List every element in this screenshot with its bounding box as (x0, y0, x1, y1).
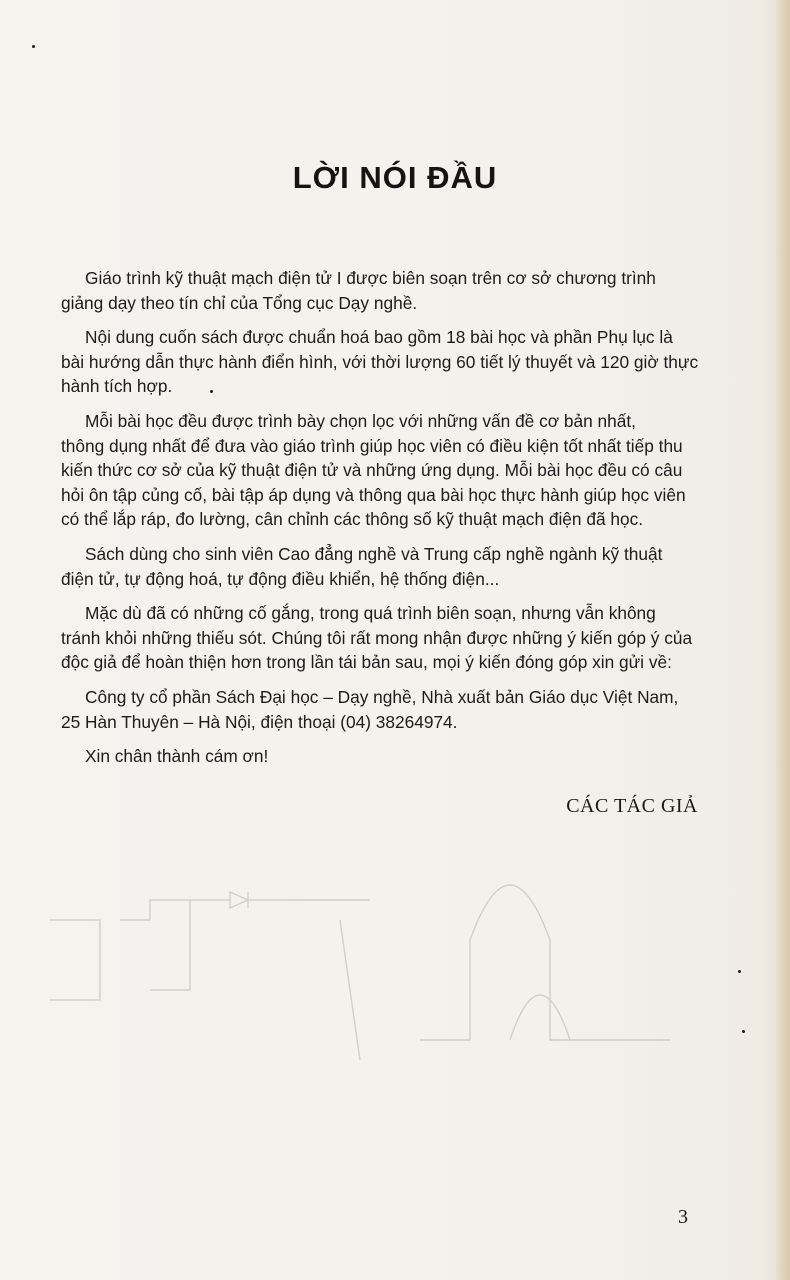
text-line: tránh khỏi những thiếu sót. Chúng tôi rất mong nhận được những ý kiến góp ý của (61, 627, 693, 648)
paragraph (61, 685, 701, 734)
bleed-through-diagram (40, 860, 740, 1080)
text-line: Nội dung cuốn sách được chuẩn hoá bao gồm 18 bài học và phần Phụ lục là (85, 327, 673, 348)
paragraph (61, 542, 701, 591)
preface-body (61, 266, 701, 769)
text-line: 25 Hàn Thuyên – Hà Nội, điện thoại (04) 38264974. (61, 711, 458, 732)
text-line: hỏi ôn tập củng cố, bài tập áp dụng và thông qua bài học thực hành giúp học viên (61, 484, 686, 505)
speck (32, 45, 35, 48)
speck (210, 390, 213, 393)
paragraph (61, 744, 701, 769)
text-line: Công ty cổ phần Sách Đại học – Dạy nghề, Nhà xuất bản Giáo dục Việt Nam, (85, 686, 679, 707)
text-line: Xin chân thành cám ơn! (85, 746, 269, 767)
paragraph (61, 266, 701, 315)
text-line: giảng dạy theo tín chỉ của Tổng cục Dạy nghề. (61, 292, 418, 313)
text-line: độc giả để hoàn thiện hơn trong lần tái bản sau, mọi ý kiến đóng góp xin gửi về: (61, 652, 672, 673)
text-line: có thể lắp ráp, đo lường, cân chỉnh các thông số kỹ thuật mạch điện đã học. (61, 509, 644, 530)
speck (738, 970, 741, 973)
page-title: LỜI NÓI ĐẦU (292, 160, 498, 195)
text-line: thông dụng nhất để đưa vào giáo trình giúp học viên có điều kiện tốt nhất tiếp thu (61, 435, 683, 456)
page-number: 3 (678, 1206, 688, 1228)
text-line: kiến thức cơ sở của kỹ thuật điện tử và những ứng dụng. Mỗi bài học đều có câu (61, 460, 683, 481)
text-line: hành tích hợp. (61, 376, 173, 397)
text-line: Giáo trình kỹ thuật mạch điện tử I được biên soạn trên cơ sở chương trình (85, 268, 656, 288)
paragraph (61, 409, 701, 532)
text-line: Mặc dù đã có những cố gắng, trong quá trình biên soạn, nhưng vẫn không (85, 603, 656, 624)
text-line: Mỗi bài học đều được trình bày chọn lọc với những vấn đề cơ bản nhất, (85, 410, 636, 431)
text-line: điện tử, tự động hoá, tự động điều khiển, hệ thống điện... (61, 568, 500, 589)
paragraph (61, 325, 701, 399)
authors-signature: CÁC TÁC GIẢ (566, 795, 698, 817)
speck (742, 1030, 745, 1033)
text-line: Sách dùng cho sinh viên Cao đẳng nghề và Trung cấp nghề ngành kỹ thuật (85, 543, 663, 564)
paragraph (61, 601, 701, 675)
text-line: bài hướng dẫn thực hành điển hình, với thời lượng 60 tiết lý thuyết và 120 giờ thực (61, 351, 699, 372)
